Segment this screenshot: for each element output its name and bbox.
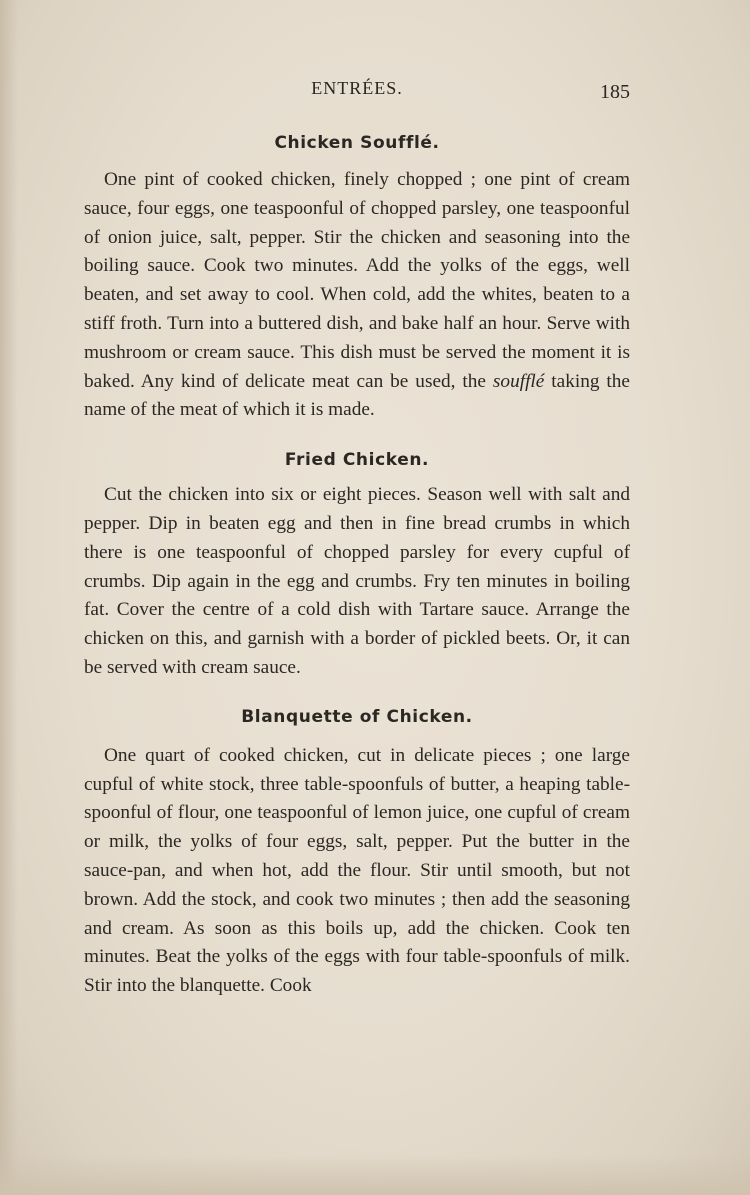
section-body-blanquette: One quart of cooked chicken, cut in delicate pieces ; one large cupful of white stock, three table-spoonfuls of butter, a heaping table-spoonful of flour, one teaspoonful of lemon juice, one cupful of cream or milk, the yolks of four eggs, salt, pepper. Put the butter in the sauce-pan, and when hot, add the flour. Stir until smooth, but not brown. Add the stock, and cook two minutes ; then add the seasoning and cream. As soon as this boils up, add the chicken. Cook ten minutes. Beat the yolks of the eggs with four table-spoonfuls of milk. Stir into the blanquette. Cook [84, 744, 630, 997]
page-header [84, 78, 630, 108]
section-title-blanquette: Blanquette of Chicken. [241, 706, 473, 727]
body-text: taking the name of the meat of which it is made. [84, 370, 630, 421]
italic-term: soufflé [492, 370, 545, 392]
running-head: ENTRÉES. [311, 78, 403, 98]
section-body-chicken-souffle [84, 166, 630, 425]
section-title-chicken-souffle: Chicken Soufflé. [274, 133, 440, 153]
page-content [84, 128, 630, 1001]
page-bottom-shadow [0, 1155, 750, 1195]
body-text: One pint of cooked chicken, finely chopped ; one pint of cream sauce, four eggs, one teaspoonful of chopped parsley, one teaspoonful of onion juice, salt, pepper. Stir the chicken and seasoning into the boiling sauce. Cook two minutes. Add the yolks of the eggs, well beaten, and set away to cool. When cold, add the whites, beaten to a stiff froth. Turn into a buttered dish, and bake half an hour. Serve with mushroom or cream sauce. This dish must be served the moment it is baked. Any kind of delicate meat can be used, the [84, 169, 630, 392]
section-body-fried-chicken: Cut the chicken into six or eight pieces. Season well with salt and pepper. Dip in beaten egg and then in fine bread crumbs in which there is one teaspoonful of chopped parsley for every cupful of crumbs. Dip again in the egg and crumbs. Fry ten minutes in boiling fat. Cover the centre of a cold dish with Tartare sauce. Arrange the chicken on this, and garnish with a border of pickled beets. Or, it can be served with cream sauce. [84, 484, 630, 678]
section-title-fried-chicken: Fried Chicken. [284, 450, 430, 471]
page-gutter-shadow [0, 0, 18, 1195]
page-number: 185 [600, 81, 630, 103]
